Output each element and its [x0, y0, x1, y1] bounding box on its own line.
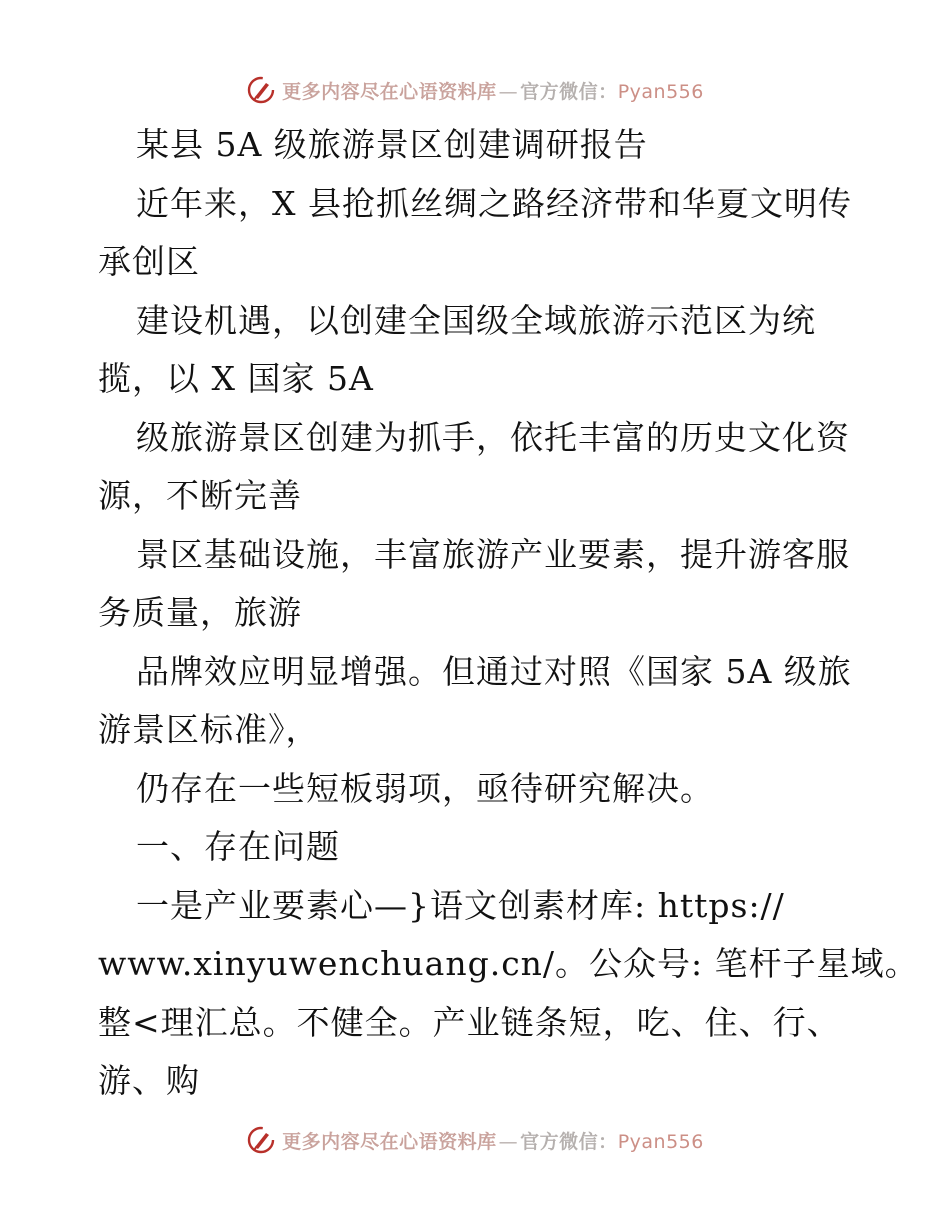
- section-heading: 一、存在问题: [136, 827, 340, 866]
- document-title: 某县 5A 级旅游景区创建调研报告: [136, 125, 648, 164]
- paragraph-line: 一是产业要素心—}语文创素材库: https://: [136, 885, 785, 925]
- paragraph-line: 游、购: [98, 1061, 200, 1100]
- footer-watermark-banner: [0, 1120, 950, 1160]
- paragraph-line: 景区基础设施，丰富旅游产业要素，提升游客服: [136, 534, 850, 574]
- paragraph-line: 品牌效应明显增强。但通过对照《国家 5A 级旅: [136, 651, 852, 691]
- watermark-text: 更多内容尽在心语资料库 — 官方微信：Pyan556: [282, 1130, 704, 1153]
- watermark-text: 更多内容尽在心语资料库 — 官方微信：Pyan556: [282, 80, 704, 103]
- document-body: [98, 116, 919, 1111]
- paragraph-line: 揽，以 X 国家 5A: [98, 359, 374, 398]
- paragraph-line: 仍存在一些短板弱项，亟待研究解决。: [136, 768, 714, 808]
- header-watermark-banner: [0, 70, 950, 110]
- paragraph-line: 游景区标准》，: [98, 710, 320, 749]
- paragraph-line: 整<理汇总。不健全。产业链条短，吃、住、行、: [98, 1002, 841, 1042]
- paragraph-line: www.xinyuwenchuang.cn/。公众号: 笔杆子星域。: [98, 944, 919, 983]
- paragraph-line: 承创区: [98, 242, 200, 281]
- paragraph-line: 务质量，旅游: [98, 593, 302, 632]
- quill-pen-logo-icon: [246, 75, 276, 105]
- paragraph-line: 建设机遇，以创建全国级全域旅游示范区为统: [136, 300, 816, 340]
- paragraph-line: 源，不断完善: [98, 476, 302, 515]
- paragraph-line: 近年来，X 县抢抓丝绸之路经济带和华夏文明传: [136, 183, 852, 223]
- quill-pen-logo-icon: [246, 1125, 276, 1155]
- paragraph-line: 级旅游景区创建为抓手，依托丰富的历史文化资: [136, 417, 850, 457]
